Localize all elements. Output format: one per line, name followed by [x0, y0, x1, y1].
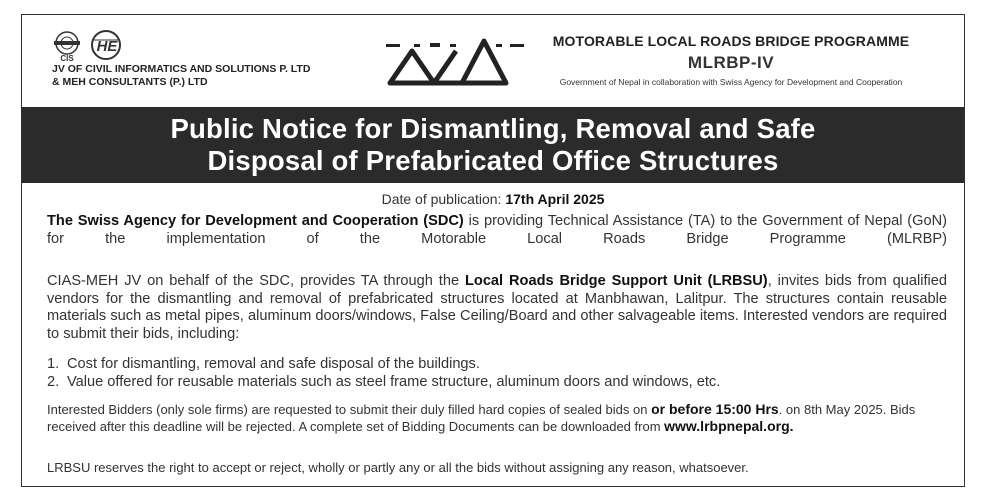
note-start: Interested Bidders (only sole firms) are requested to submit their duly filled hard copies of sealed bids on: [47, 402, 652, 417]
bid-requirements-list: [47, 356, 947, 391]
programme-title: MOTORABLE LOCAL ROADS BRIDGE PROGRAMME: [552, 33, 910, 49]
partner-logos: [52, 29, 310, 63]
meh-logo: [88, 30, 124, 62]
sdc-text: is providing Technical Assistance (TA) to the Government of Nepal (GoN) for the implementation of the Motorable Local Roads Bridge Programme (MLRBP): [47, 213, 947, 247]
invitation-text: , invites bids from qualified vendors for the dismantling and removal of prefabricated structures located at Manbhawan, Lalitpur. The structures contain reusable materials such as metal pipes, aluminum doors/windows, False Ceiling/Board and other salvageable items. Interested vendors are required to submit their bids, including:: [47, 273, 948, 342]
paragraph-invitation: [47, 273, 947, 343]
publication-date: 17th April 2025: [505, 191, 605, 207]
list-item-text: Value offered for reusable materials such as steel frame structure, aluminum doors and windows, etc.: [67, 373, 721, 390]
publication-date-line: [22, 191, 964, 207]
notice-title-line1: Public Notice for Dismantling, Removal and Safe: [170, 113, 816, 144]
bridge-programme-logo: [384, 31, 528, 91]
programme-code: MLRBP-IV: [687, 53, 775, 72]
notice-frame: [21, 14, 965, 487]
cis-logo-text: CIS: [60, 54, 74, 62]
lrbsu-name: Local Roads Bridge Support Unit (LRBSU): [464, 273, 768, 289]
notice-header: [22, 15, 964, 107]
publication-label: Date of publication:: [381, 191, 506, 207]
sdc-name: The Swiss Agency for Development and Cooperation (SDC): [47, 213, 464, 229]
list-item: [47, 374, 947, 392]
notice-title-line2: Disposal of Prefabricated Office Structures: [207, 145, 779, 176]
list-item-number: 2.: [47, 373, 60, 390]
list-item: [47, 356, 947, 374]
list-item-number: 1.: [47, 356, 60, 372]
list-item-text: Cost for dismantling, removal and safe disposal of the buildings.: [67, 356, 480, 372]
cis-logo: [52, 30, 82, 62]
org-name-line1: JV OF CIVIL INFORMATICS AND SOLUTIONS P. LTD: [52, 63, 311, 75]
notice-title-band: [22, 107, 964, 183]
bidding-documents-link[interactable]: www.lrbpnepal.org.: [664, 418, 794, 434]
bid-deadline: or before 15:00 Hrs: [651, 401, 779, 417]
paragraph-sdc: [47, 213, 947, 248]
meh-logo-text: HE: [96, 38, 118, 55]
org-name-line2: & MEH CONSULTANTS (P.) LTD: [52, 76, 208, 88]
disclaimer: LRBSU reserves the right to accept or reject, wholly or partly any or all the bids without assigning any reason, whatsoever.: [47, 460, 749, 475]
programme-heading: [526, 33, 936, 87]
jv-organization-block: [52, 29, 310, 89]
invitation-start: CIAS-MEH JV on behalf of the SDC, provides TA through the: [47, 273, 465, 289]
submission-note: [47, 401, 947, 435]
note-middle: . on 8th May 2025. Bids received after this deadline will be rejected. A complete set of Bidding Documents can be downloaded from: [47, 402, 916, 434]
programme-subtitle: Government of Nepal in collaboration with Swiss Agency for Development and Cooperation: [559, 77, 903, 87]
